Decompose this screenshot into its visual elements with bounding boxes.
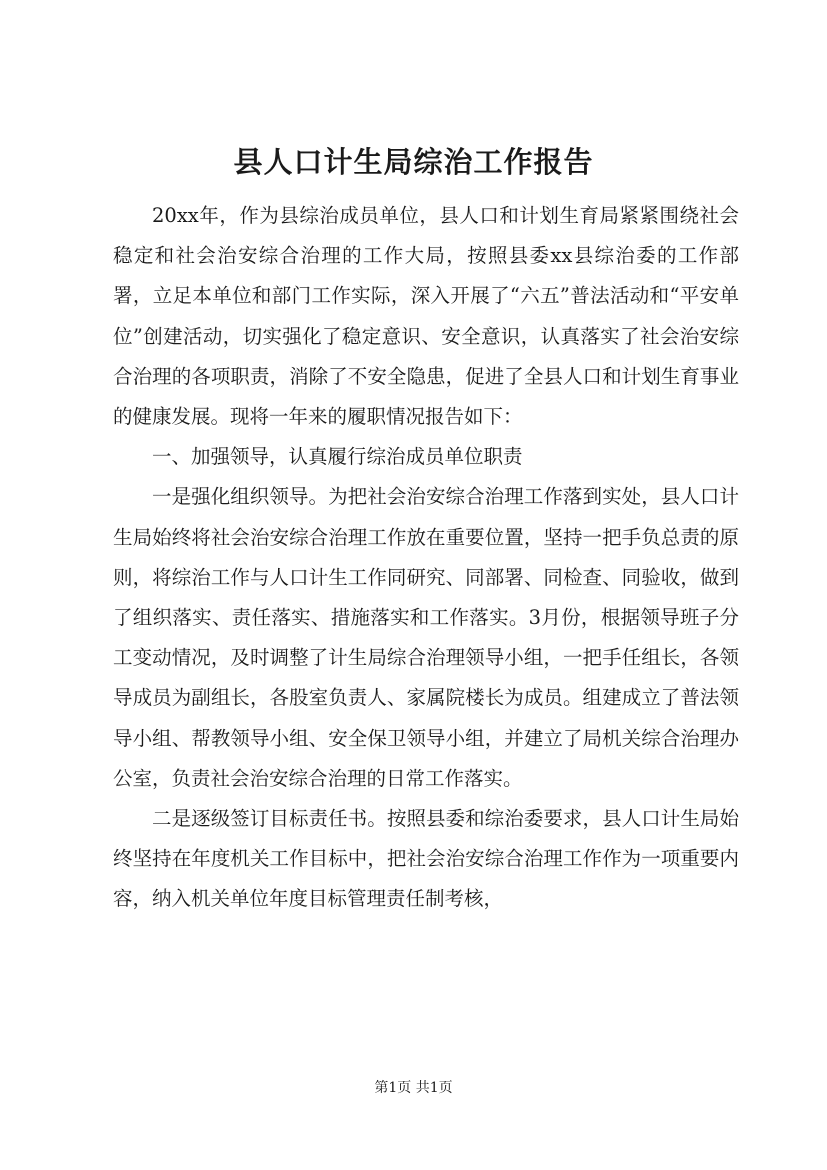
paragraph-intro: 20xx年，作为县综治成员单位，县人口和计划生育局紧紧围绕社会稳定和社会治安综合治理的工作大局，按照县委xx县综治委的工作部署，立足本单位和部门工作实际，深入开展了“六五”普法活动和“平安单位”创建活动，切实强化了稳定意识、安全意识，认真落实了社会治安综合治理的各项职责，消除了不安全隐患，促进了全县人口和计划生育事业的健康发展。现将一年来的履职情况报告如下： [113, 204, 739, 429]
document-title: 县人口计生局综治工作报告 [233, 145, 594, 179]
paragraph-organization: 一是强化组织领导。为把社会治安综合治理工作落到实处，县人口计生局始终将社会治安综合治理工作放在重要位置，坚持一把手负总责的原则，将综治工作与人口计生工作同研究、同部署、同检查、同验收，做到了组织落实、责任落实、措施落实和工作落实。3月份，根据领导班子分工变动情况，及时调整了计生局综合治理领导小组，一把手任组长，各领导成员为副组长，各股室负责人、家属院楼长为成员。组建成立了普法领导小组、帮教领导小组、安全保卫领导小组，并建立了局机关综合治理办公室，负责社会治安综合治理的日常工作落实。 [113, 485, 739, 790]
page-footer: 第1页 共1页 [374, 1080, 453, 1096]
document-body [113, 196, 739, 920]
paragraph-responsibility: 二是逐级签订目标责任书。按照县委和综治委要求，县人口计生局始终坚持在年度机关工作目标中，把社会治安综合治理工作作为一项重要内容，纳入机关单位年度目标管理责任制考核， [113, 807, 739, 911]
section-heading-1: 一、加强领导，认真履行综治成员单位职责 [152, 445, 523, 469]
